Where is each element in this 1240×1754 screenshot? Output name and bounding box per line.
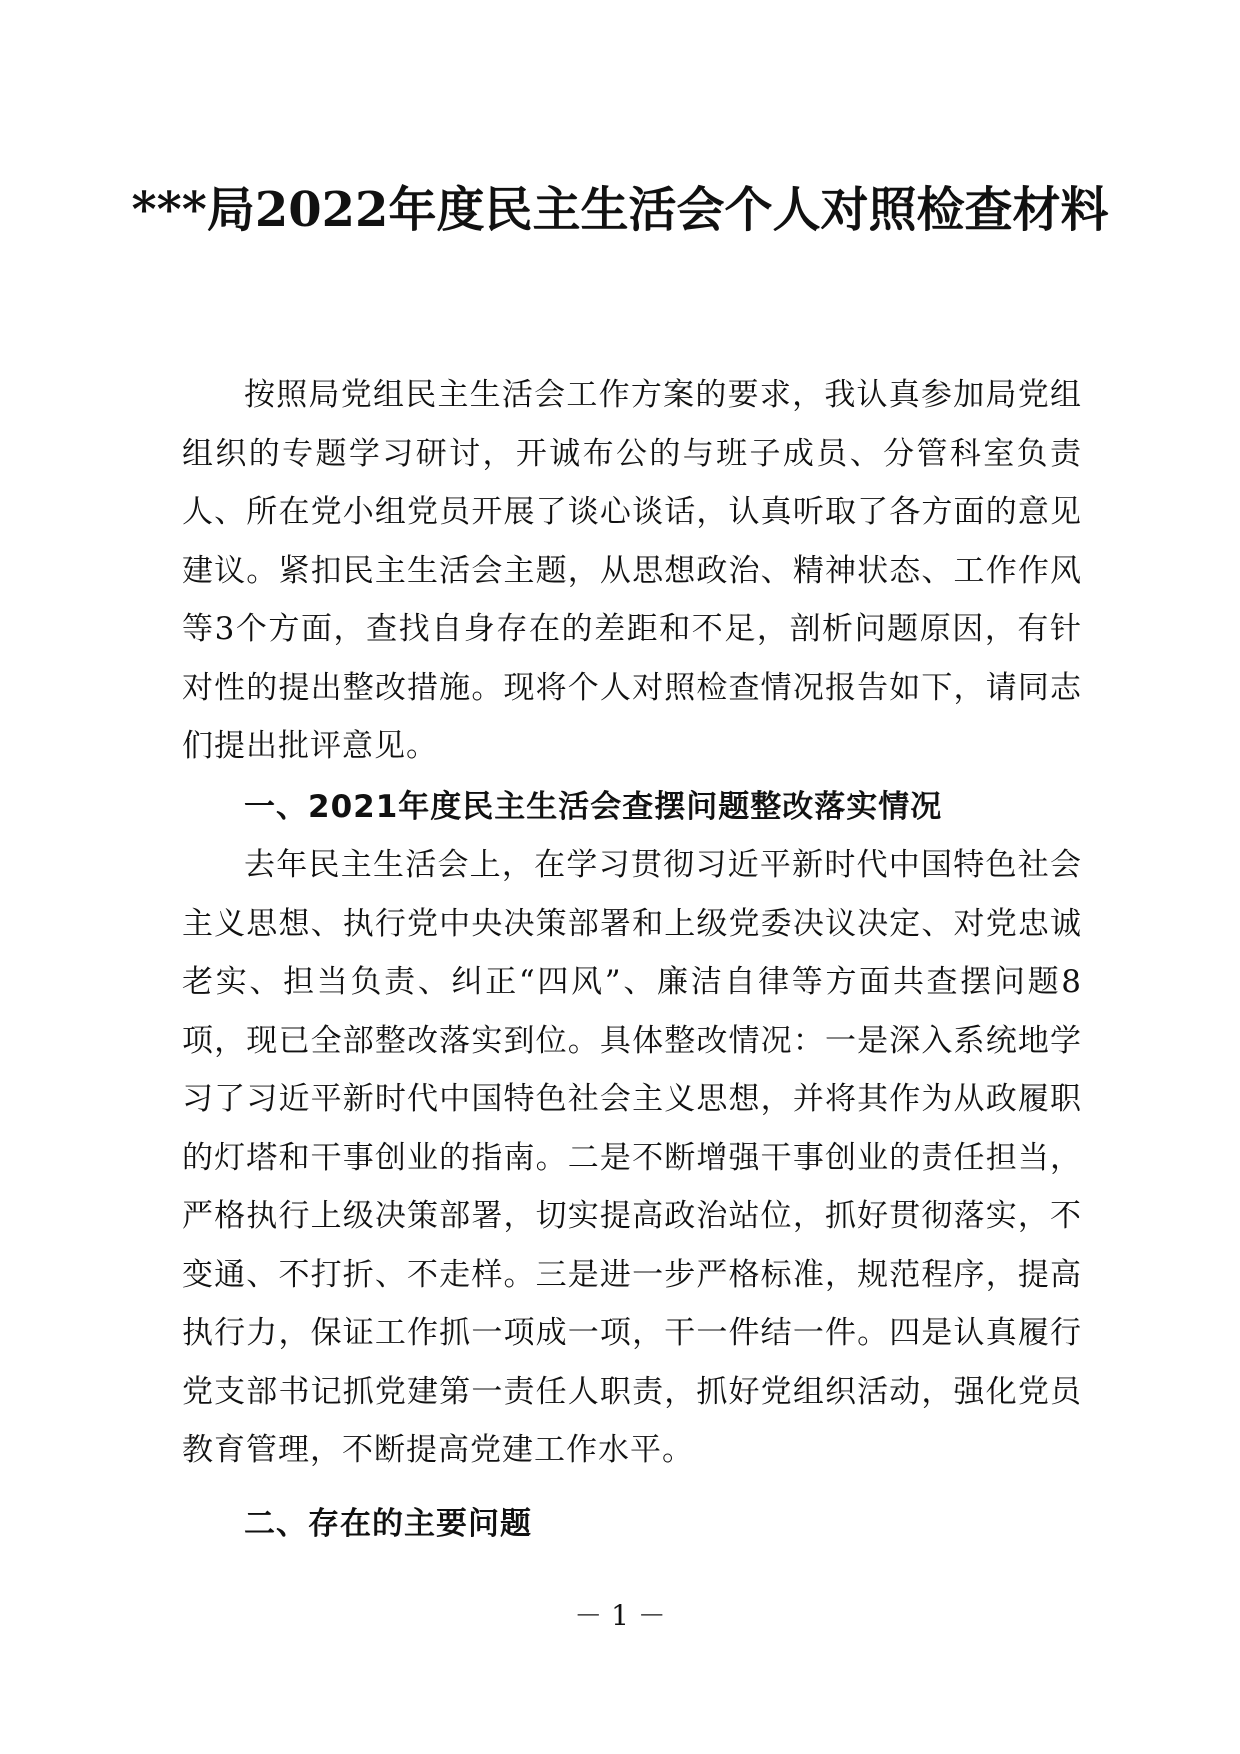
section-heading-1: 一、2021年度民主生活会查摆问题整改落实情况 (244, 789, 943, 825)
section-heading-2: 二、存在的主要问题 (244, 1506, 532, 1542)
section1-paragraph: 去年民主生活会上，在学习贯彻习近平新时代中国特色社会主义思想、执行党中央决策部署和上级党委决议决定、对党忠诚老实、担当负责、纠正“四风”、廉洁自律等方面共查摆问题8项，现已全部整改落实到位。具体整改情况：一是深入系统地学习了习近平新时代中国特色社会主义思想，并将其作为从政履职的灯塔和干事创业的指南。二是不断增强干事创业的责任担当，严格执行上级决策部署，切实提高政治站位，抓好贯彻落实，不变通、不打折、不走样。三是进一步严格标准，规范程序，提高执行力，保证工作抓一项成一项，干一件结一件。四是认真履行党支部书记抓党建第一责任人职责，抓好党组织活动，强化党员教育管理，不断提高党建工作水平。 (182, 847, 1082, 1468)
document-title: ***局2022年度民主生活会个人对照检查材料 (131, 182, 1109, 238)
intro-paragraph: 按照局党组民主生活会工作方案的要求，我认真参加局党组组织的专题学习研讨，开诚布公的与班子成员、分管科室负责人、所在党小组党员开展了谈心谈话，认真听取了各方面的意见建议。紧扣民主生活会主题，从思想政治、精神状态、工作作风等3个方面，查找自身存在的差距和不足，剖析问题原因，有针对性的提出整改措施。现将个人对照检查情况报告如下，请同志们提出批评意见。 (182, 377, 1082, 764)
page-number: － 1 － (574, 1599, 666, 1632)
